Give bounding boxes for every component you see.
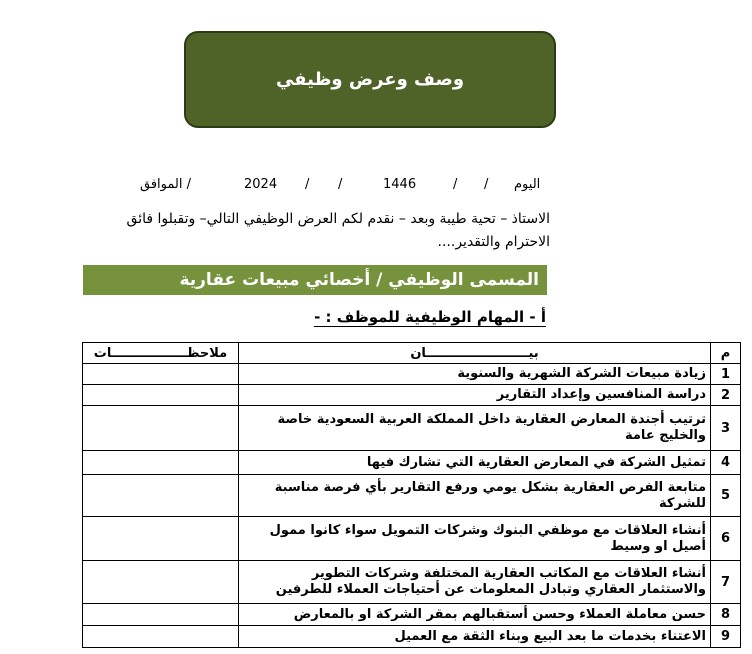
title-box xyxy=(184,31,556,128)
table-row xyxy=(83,626,741,648)
document-title: وصف وعرض وظيفي xyxy=(275,69,465,90)
row-number: 5 xyxy=(711,475,741,517)
hijri-year: 1446 xyxy=(383,177,417,192)
row-text: دراسة المنافسين وإعداد التقارير xyxy=(239,385,711,406)
section-heading xyxy=(200,308,546,326)
section-heading-text: أ - المهام الوظيفية للموظف : - xyxy=(314,308,546,326)
date-slash: / xyxy=(305,177,310,192)
date-line xyxy=(140,177,552,195)
row-text: حسن معاملة العملاء وحسن أستقبالهم بمقر الشركة او بالمعارض xyxy=(239,604,711,626)
row-number: 6 xyxy=(711,517,741,561)
table-header-row xyxy=(83,343,741,364)
row-number: 7 xyxy=(711,561,741,604)
table-row xyxy=(83,561,741,604)
row-notes xyxy=(83,517,239,561)
job-title: المسمى الوظيفي / أخصائي مبيعات عقارية xyxy=(179,270,539,290)
table-row xyxy=(83,364,741,385)
row-text: أنشاء العلاقات مع المكاتب العقارية المختلفة وشركات التطوير والاستثمار العقاري وتبادل المعلومات عن أحتياجات العملاء للطرفين xyxy=(239,561,711,604)
job-title-banner xyxy=(83,265,547,295)
gregorian-year: 2024 xyxy=(244,177,278,192)
greeting-line-2: الاحترام والتقدير.... xyxy=(437,234,550,250)
duties-table xyxy=(82,342,741,648)
row-text: متابعة الفرص العقارية بشكل يومي ورفع التقارير بأي فرصة مناسبة للشركة xyxy=(239,475,711,517)
row-number: 4 xyxy=(711,451,741,475)
row-text: زيادة مبيعات الشركة الشهرية والسنوية xyxy=(239,364,711,385)
row-text: ترتيب أجندة المعارض العقارية داخل المملكة العربية السعودية خاصة والخليج عامة xyxy=(239,406,711,451)
header-notes: ملاحظـــــــــــــــــات xyxy=(83,343,239,364)
row-number: 3 xyxy=(711,406,741,451)
row-notes xyxy=(83,604,239,626)
date-slash: / xyxy=(338,177,343,192)
row-text: الاعتناء بخدمات ما بعد البيع وبناء الثقة مع العميل xyxy=(239,626,711,648)
row-notes xyxy=(83,406,239,451)
greeting-line-1: الاستاذ – تحية طيبة وبعد – نقدم لكم العرض الوظيفي التالي– وتقبلوا فائق xyxy=(126,211,550,227)
table-row xyxy=(83,451,741,475)
row-number: 8 xyxy=(711,604,741,626)
table-row xyxy=(83,517,741,561)
header-number: م xyxy=(711,343,741,364)
table-row xyxy=(83,604,741,626)
row-number: 1 xyxy=(711,364,741,385)
row-number: 9 xyxy=(711,626,741,648)
row-notes xyxy=(83,451,239,475)
row-text: أنشاء العلاقات مع موظفي البنوك وشركات التمويل سواء كانوا ممول أصيل او وسيط xyxy=(239,517,711,561)
date-slash: / xyxy=(484,177,489,192)
greeting xyxy=(80,208,550,254)
table-row xyxy=(83,475,741,517)
table-row xyxy=(83,406,741,451)
row-notes xyxy=(83,364,239,385)
day-label: اليوم xyxy=(514,177,541,192)
date-slash: / xyxy=(453,177,458,192)
row-number: 2 xyxy=(711,385,741,406)
table-row xyxy=(83,385,741,406)
row-text: تمثيل الشركة في المعارض العقارية التي تشارك فيها xyxy=(239,451,711,475)
header-statement: بيـــــــــــــــــــــــان xyxy=(239,343,711,364)
row-notes xyxy=(83,626,239,648)
row-notes xyxy=(83,385,239,406)
corresponding-label: الموافق / xyxy=(140,177,191,192)
row-notes xyxy=(83,475,239,517)
row-notes xyxy=(83,561,239,604)
